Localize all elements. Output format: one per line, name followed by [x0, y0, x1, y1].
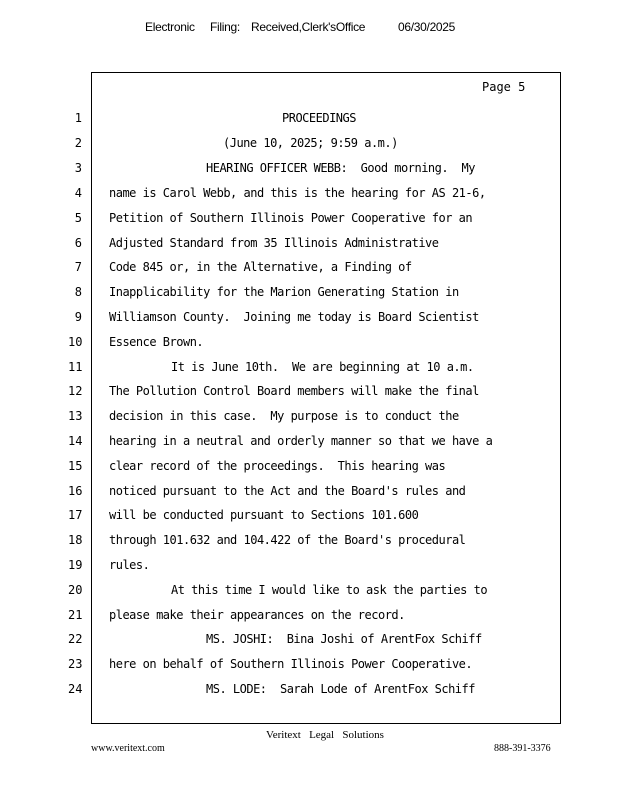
line-number: 10 — [68, 335, 83, 349]
transcript-line: Code 845 or, in the Alternative, a Finding of — [109, 260, 412, 274]
transcript-line: please make their appearances on the record. — [109, 608, 405, 622]
transcript-line: rules. — [109, 558, 150, 572]
transcript-line: Essence Brown. — [109, 335, 204, 349]
line-number: 14 — [68, 434, 83, 448]
line-number: 3 — [74, 161, 82, 175]
line-number: 11 — [68, 360, 83, 374]
transcript-line: clear record of the proceedings. This hearing was — [109, 459, 446, 473]
transcript-line: MS. JOSHI: Bina Joshi of ArentFox Schiff — [206, 632, 482, 646]
line-number: 17 — [68, 508, 83, 522]
line-number: 9 — [74, 310, 82, 324]
filing-label: Filing: — [210, 20, 240, 34]
transcript-line: Inapplicability for the Marion Generating Station in — [109, 285, 459, 299]
line-number: 22 — [68, 632, 83, 646]
transcript-line: At this time I would like to ask the parties to — [171, 583, 488, 597]
filing-stamp — [0, 20, 618, 38]
line-number: 21 — [68, 608, 83, 622]
transcript-line: hearing in a neutral and orderly manner so that we have a — [109, 434, 493, 448]
line-number: 19 — [68, 558, 83, 572]
filing-date: 06/30/2025 — [398, 20, 456, 34]
transcript-line: Williamson County. Joining me today is Board Scientist — [109, 310, 479, 324]
transcript-line: The Pollution Control Board members will make the final — [109, 384, 479, 398]
line-number: 4 — [74, 186, 82, 200]
transcript-line: HEARING OFFICER WEBB: Good morning. My — [206, 161, 475, 175]
footer-website: www.veritext.com — [91, 743, 165, 754]
transcript-line: through 101.632 and 104.422 of the Board's procedural — [109, 533, 466, 547]
line-number: 23 — [68, 657, 83, 671]
line-number: 8 — [74, 285, 82, 299]
transcript-line: Petition of Southern Illinois Power Cooperative for an — [109, 211, 473, 225]
line-number: 20 — [68, 583, 83, 597]
footer-phone: 888-391-3376 — [494, 743, 551, 754]
line-number: 12 — [68, 384, 83, 398]
transcript-line: here on behalf of Southern Illinois Power Cooperative. — [109, 657, 473, 671]
line-number: 16 — [68, 484, 83, 498]
page-number: Page 5 — [482, 80, 526, 94]
line-number: 24 — [68, 682, 83, 696]
line-number: 6 — [74, 236, 82, 250]
line-number: 18 — [68, 533, 83, 547]
transcript-line: name is Carol Webb, and this is the hearing for AS 21-6, — [109, 186, 486, 200]
transcript-line: (June 10, 2025; 9:59 a.m.) — [223, 136, 398, 150]
transcript-line: PROCEEDINGS — [282, 111, 356, 125]
line-number: 15 — [68, 459, 83, 473]
line-number: 7 — [74, 260, 82, 274]
line-number: 5 — [74, 211, 82, 225]
filing-source: Electronic — [145, 20, 195, 34]
footer-company: Veritext Legal Solutions — [266, 729, 384, 741]
line-number: 2 — [74, 136, 82, 150]
transcript-line: Adjusted Standard from 35 Illinois Administrative — [109, 236, 439, 250]
line-number: 1 — [74, 111, 82, 125]
transcript-line: decision in this case. My purpose is to conduct the — [109, 409, 459, 423]
transcript-line: noticed pursuant to the Act and the Board's rules and — [109, 484, 466, 498]
line-number: 13 — [68, 409, 83, 423]
transcript-line: will be conducted pursuant to Sections 101.600 — [109, 508, 419, 522]
filing-status: Received,Clerk'sOffice — [251, 20, 366, 34]
transcript-line: It is June 10th. We are beginning at 10 a.m. — [171, 360, 474, 374]
transcript-line: MS. LODE: Sarah Lode of ArentFox Schiff — [206, 682, 475, 696]
